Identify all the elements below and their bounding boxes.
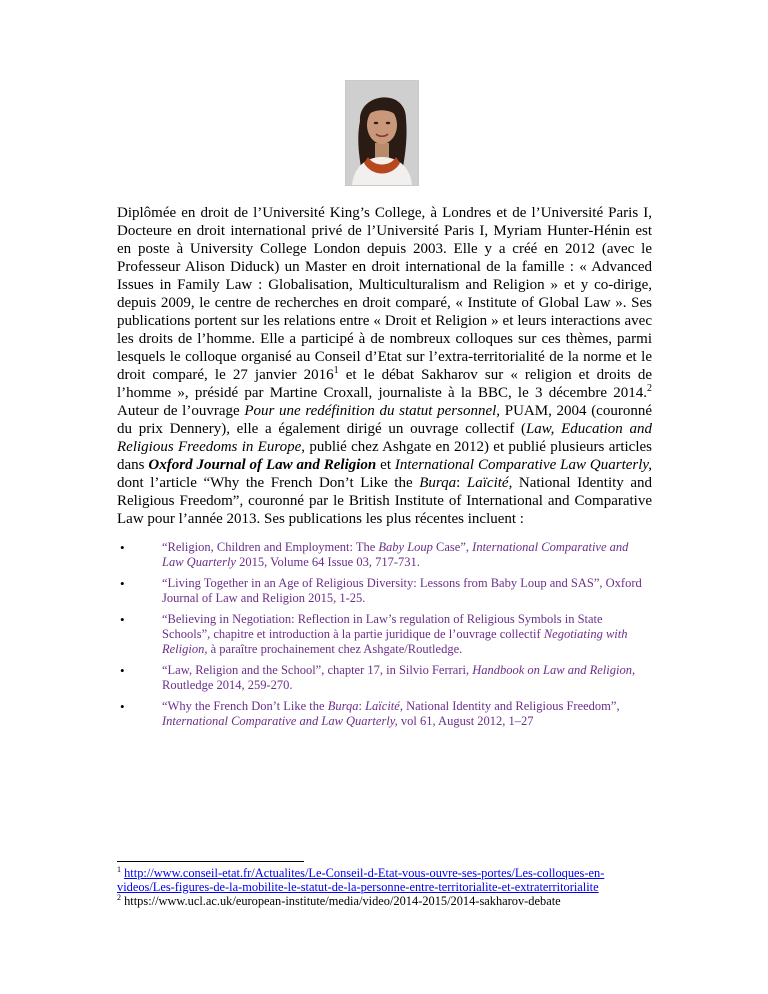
pub-italic: Handbook on Law and Religion, xyxy=(472,663,636,677)
burqa-word: Burqa xyxy=(419,475,457,491)
publication-item xyxy=(117,699,652,729)
pub-text: “Why the French Don’t Like the xyxy=(162,699,328,713)
pub-italic: Laïcité xyxy=(365,699,400,713)
pub-text: vol 61, August 2012, 1–27 xyxy=(397,714,534,728)
publications-list xyxy=(117,540,652,735)
publication-item xyxy=(117,663,652,693)
bio-text-9: , National Identity and Religious Freedom”, couronné par le British Institute of International and Comparative Law pour l’année 2013. Ses publications les plus récentes incluent : xyxy=(117,475,653,527)
bio-text-6: et xyxy=(376,457,395,473)
pub-text: , National Identity and Religious Freedom”, xyxy=(399,699,620,713)
footnotes xyxy=(117,866,657,908)
footnote-2 xyxy=(117,894,657,908)
pub-text: “Living Together in an Age of Religious Diversity: Lessons from Baby Loup and SAS”, Oxford Journal of Law and Religion 2015, 1-25. xyxy=(162,576,642,605)
laicite-word: Laïcité xyxy=(466,475,509,491)
pub-italic: Baby Loup xyxy=(378,540,433,554)
publication-item xyxy=(117,612,652,657)
pub-text: 2015, Volume 64 Issue 03, 717-731. xyxy=(235,555,420,569)
footnote-ref-1[interactable]: 1 xyxy=(333,365,339,376)
pub-text: “Believing in Negotiation: Reflection in Law’s regulation of Religious Symbols in State Schools”, chapitre et introduction à la partie juridique de l’ouvrage collectif xyxy=(162,612,603,641)
author-biography xyxy=(117,204,652,528)
bio-text-2: et le débat Sakharov sur « religion et droits de l’homme », présidé par Martine Croxall, journaliste à la BBC, le 3 décembre 2014. xyxy=(117,367,652,401)
journal-title-1: Oxford Journal of Law and Religion xyxy=(148,457,377,473)
footnote-2-text: https://www.ucl.ac.uk/european-institute/media/video/2014-2015/2014-sakharov-debate xyxy=(121,894,561,908)
bio-text-5: , publié chez Ashgate en 2012) et publié plusieurs articles dans xyxy=(117,439,653,473)
book-title-1: Pour une redéfinition du statut personnel, xyxy=(244,403,501,419)
pub-text: “Law, Religion and the School”, chapter 17, in Silvio Ferrari, xyxy=(162,663,473,677)
author-portrait xyxy=(345,80,419,186)
pub-text: Case”, xyxy=(432,540,473,554)
pub-text: Routledge 2014, 259-270. xyxy=(162,678,293,692)
bio-text-8: : xyxy=(456,475,467,491)
pub-italic: Burqa xyxy=(327,699,359,713)
pub-text: à paraître prochainement chez Ashgate/Routledge. xyxy=(207,642,463,656)
pub-text: “Religion, Children and Employment: The xyxy=(162,540,379,554)
portrait-image xyxy=(346,81,418,185)
footnote-number: 2 xyxy=(117,892,121,902)
bio-text-1: Diplômée en droit de l’Université King’s College, à Londres et de l’Université Paris I, Docteure en droit international privé de l’Université Paris I, Myriam Hunter-Hénin est en poste à University College London depuis 2003. Elle y a créé en 2012 (avec le Professeur Alison Diduck) un Master en droit international de la famille : « Advanced Issues in Family Law : Globalisation, Multiculturalism and Religion » et y co-dirige, depuis 2009, le centre de recherches en droit comparé, « Institute of Global Law ». Ses publications portent sur les relations entre « Droit et Religion » et leurs interactions avec les droits de l’homme. Elle a participé à de nombreux colloques sur ces thèmes, parmi lesquels le colloque organisé au Conseil d’Etat sur l’extra-territorialité de la norme et le droit comparé, le 27 janvier 2016 xyxy=(117,205,652,383)
footnote-separator xyxy=(117,861,304,862)
publication-item xyxy=(117,576,652,606)
pub-journal: International Comparative and Law Quarterly, xyxy=(162,714,398,728)
footnote-1 xyxy=(117,866,657,894)
journal-title-2: International Comparative Law Quarterly, xyxy=(394,457,652,473)
bio-text-4: PUAM, 2004 (couronné du prix Dennery), elle a également dirigé un ouvrage collectif ( xyxy=(117,403,652,437)
pub-italic: Negotiating with Religion, xyxy=(162,627,628,656)
book-title-2: Law, Education and Religious Freedoms in Europe xyxy=(117,421,652,455)
pub-journal: International Comparative and Law Quarterly xyxy=(162,540,629,569)
bio-text-3: Auteur de l’ouvrage xyxy=(117,403,245,419)
footnote-number: 1 xyxy=(117,864,121,874)
footnote-ref-2[interactable]: 2 xyxy=(647,383,652,394)
bio-text-7: dont l’article “Why the French Don’t Like the xyxy=(117,475,420,491)
pub-text: : xyxy=(358,699,366,713)
publication-item xyxy=(117,540,652,570)
footnote-1-link[interactable]: http://www.conseil-etat.fr/Actualites/Le-Conseil-d-Etat-vous-ouvre-ses-portes/Les-colloques-en-videos/Les-figures-de-la-mobilite-le-statut-de-la-personne-entre-territorialite-et-extraterritorialite xyxy=(117,866,605,894)
